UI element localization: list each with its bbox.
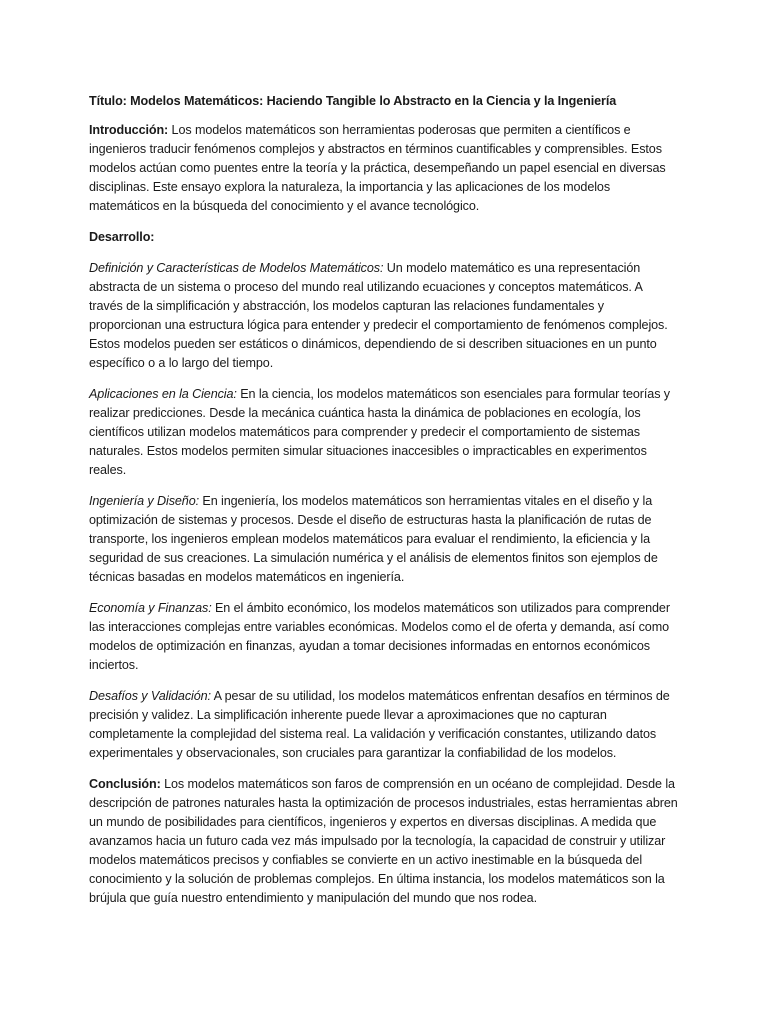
- intro-lead: Introducción:: [89, 123, 169, 137]
- section-paragraph-engineering: [89, 492, 679, 587]
- section-paragraph-economy: [89, 599, 679, 675]
- section-paragraph-science: [89, 385, 679, 480]
- section-text-engineering: En ingeniería, los modelos matemáticos son herramientas vitales en el diseño y la optimización de sistemas y procesos. Desde el diseño de estructuras hasta la planificación de rutas de transporte, los ingenieros emplean modelos matemáticos para evaluar el rendimiento, la eficiencia y la seguridad de sus creaciones. La simulación numérica y el análisis de elementos finitos son ejemplos de técnicas basadas en modelos matemáticos en ingeniería.: [89, 494, 658, 584]
- conclusion-lead: Conclusión:: [89, 777, 161, 791]
- section-text-challenges: A pesar de su utilidad, los modelos matemáticos enfrentan desafíos en términos de precisión y validez. La simplificación inherente puede llevar a aproximaciones que no capturan completamente la complejidad del sistema real. La validación y verificación constantes, utilizando datos experimentales y observacionales, son cruciales para garantizar la confiabilidad de los modelos.: [89, 689, 670, 760]
- document-title: Título: Modelos Matemáticos: Haciendo Tangible lo Abstracto en la Ciencia y la Ingeniería: [89, 94, 617, 108]
- section-text-science: En la ciencia, los modelos matemáticos son esenciales para formular teorías y realizar predicciones. Desde la mecánica cuántica hasta la dinámica de poblaciones en ecología, los científicos utilizan modelos matemáticos para comprender y predecir el comportamiento de sistemas naturales. Estos modelos permiten simular situaciones inaccesibles o impracticables en experimentos reales.: [89, 387, 670, 477]
- section-text-definition: Un modelo matemático es una representación abstracta de un sistema o proceso del mundo real utilizando ecuaciones y conceptos matemáticos. A través de la simplificación y abstracción, los modelos capturan las relaciones fundamentales y proporcionan una estructura lógica para entender y predecir el comportamiento de fenómenos complejos. Estos modelos pueden ser estáticos o dinámicos, dependiendo de si describen situaciones en un punto específico o a lo largo del tiempo.: [89, 261, 668, 370]
- section-heading-challenges: Desafíos y Validación:: [89, 689, 211, 703]
- document-page: [89, 92, 679, 920]
- section-text-economy: En el ámbito económico, los modelos matemáticos son utilizados para comprender las interacciones complejas entre variables económicas. Modelos como el de oferta y demanda, así como modelos de optimización en finanzas, ayudan a tomar decisiones informadas en entornos económicos inciertos.: [89, 601, 670, 672]
- conclusion-paragraph: [89, 775, 679, 908]
- intro-text: Los modelos matemáticos son herramientas poderosas que permiten a científicos e ingenieros traducir fenómenos complejos y abstractos en términos cuantificables y comprensibles. Estos modelos actúan como puentes entre la teoría y la práctica, desempeñando un papel esencial en diversas disciplinas. Este ensayo explora la naturaleza, la importancia y las aplicaciones de los modelos matemáticos en la búsqueda del conocimiento y el avance tecnológico.: [89, 123, 666, 213]
- section-paragraph-definition: [89, 259, 679, 373]
- section-heading-definition: Definición y Características de Modelos Matemáticos:: [89, 261, 384, 275]
- development-heading: Desarrollo:: [89, 230, 155, 244]
- section-heading-engineering: Ingeniería y Diseño:: [89, 494, 200, 508]
- conclusion-text: Los modelos matemáticos son faros de comprensión en un océano de complejidad. Desde la descripción de patrones naturales hasta la optimización de procesos industriales, estas herramientas abren un mundo de posibilidades para científicos, ingenieros y expertos en diversas disciplinas. A medida que avanzamos hacia un futuro cada vez más impulsado por la tecnología, la capacidad de construir y utilizar modelos matemáticos precisos y confiables se convierte en un activo inestimable en la búsqueda del conocimiento y la solución de problemas complejos. En última instancia, los modelos matemáticos son la brújula que guía nuestro entendimiento y manipulación del mundo que nos rodea.: [89, 777, 678, 905]
- section-paragraph-challenges: [89, 687, 679, 763]
- section-heading-economy: Economía y Finanzas:: [89, 601, 212, 615]
- intro-paragraph: [89, 121, 679, 216]
- section-heading-science: Aplicaciones en la Ciencia:: [89, 387, 237, 401]
